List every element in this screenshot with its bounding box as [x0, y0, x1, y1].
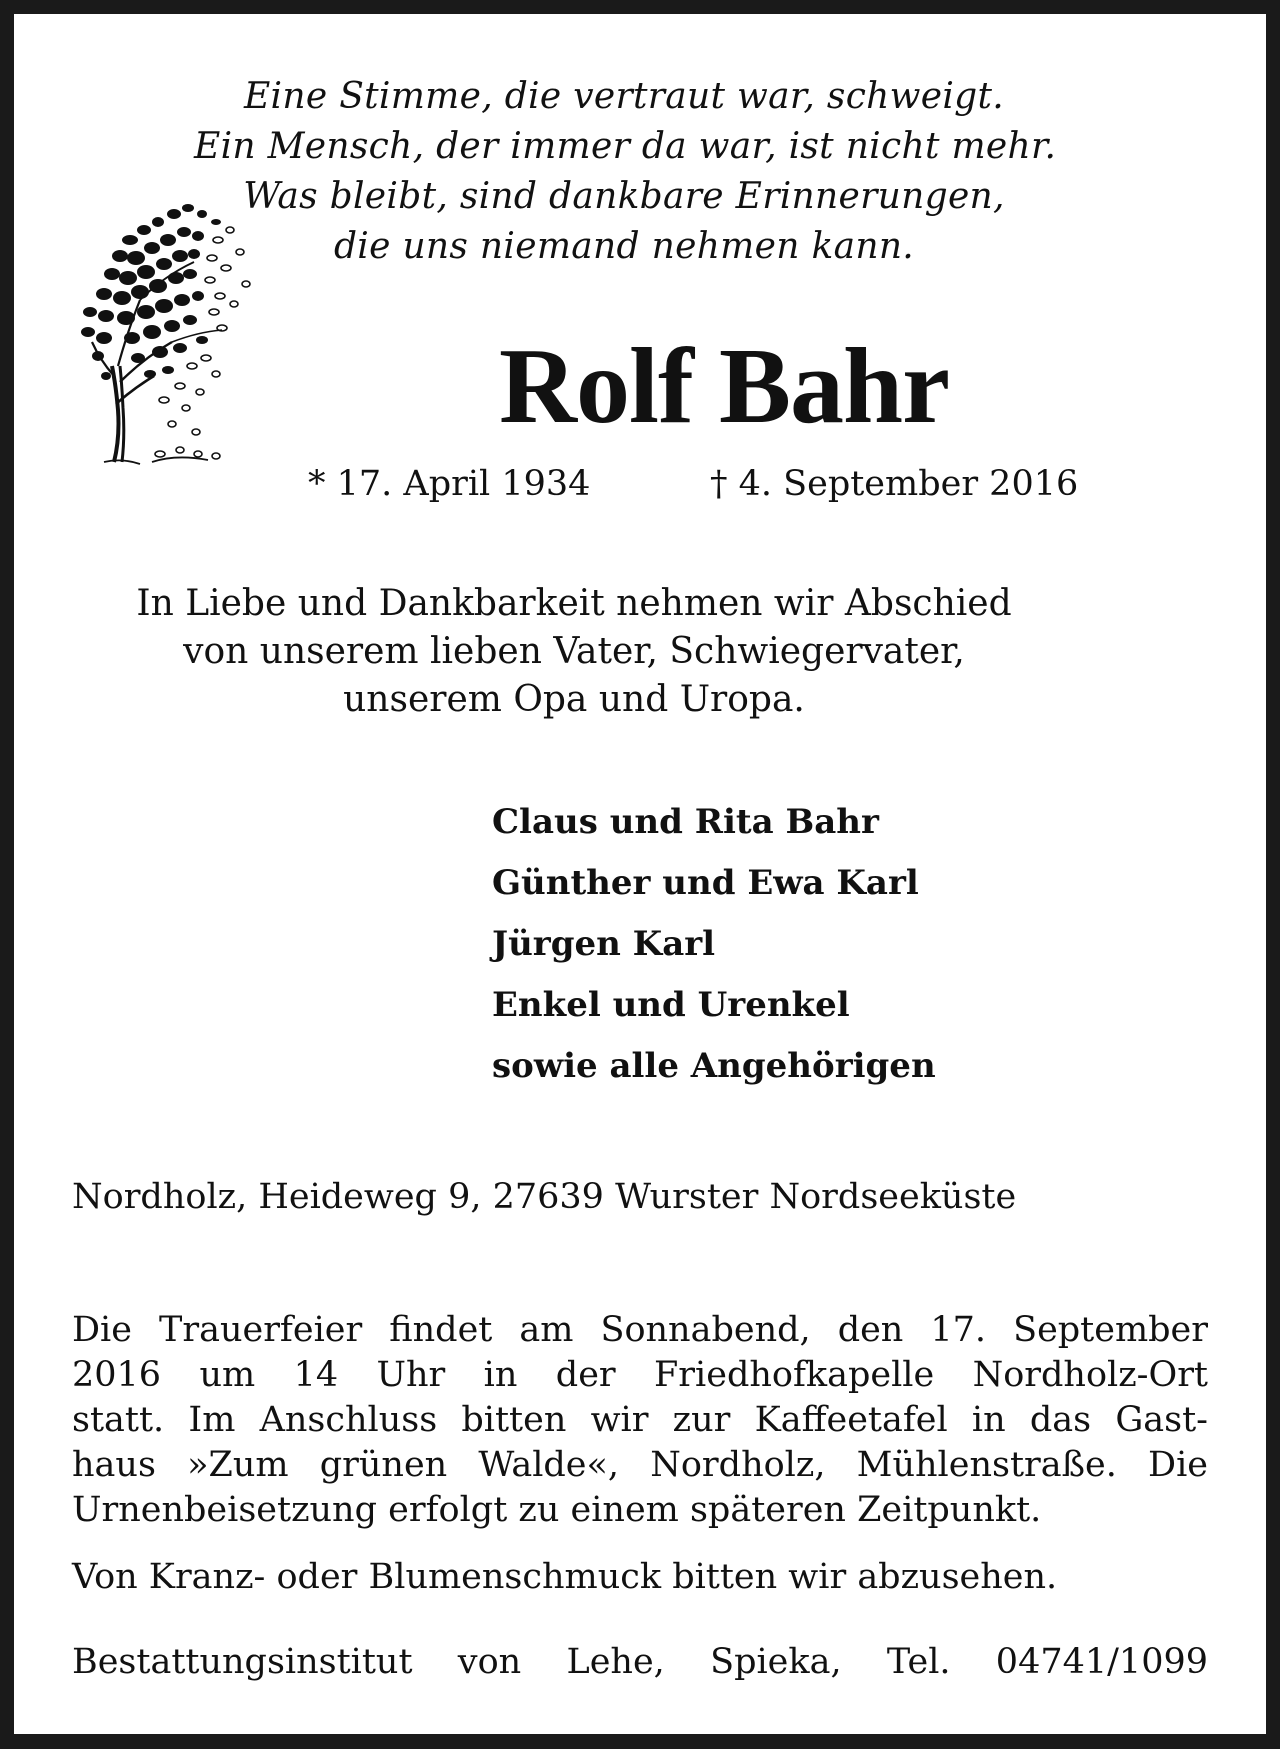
quote-line: Eine Stimme, die vertraut war, schweigt. — [243, 76, 1005, 117]
farewell-line: In Liebe und Dankbarkeit nehmen wir Abschied — [136, 583, 1012, 624]
birth-date: * 17. April 1934 — [308, 464, 591, 504]
mourner: Enkel und Urenkel — [492, 985, 850, 1025]
quote-line: Was bleibt, sind dankbare Erinnerungen, — [243, 176, 1005, 217]
obituary-notice — [14, 14, 1266, 1734]
mourner: Claus und Rita Bahr — [492, 802, 879, 842]
service-line: Urnenbeisetzung erfolgt zu einem späteren Zeitpunkt. — [72, 1490, 1042, 1530]
tree-icon — [76, 200, 276, 470]
service-line: Die Trauerfeier findet am Sonnabend, den 17. September — [72, 1310, 1208, 1350]
quote-line: Ein Mensch, der immer da war, ist nicht mehr. — [194, 126, 1057, 167]
memorial-quote — [194, 72, 1057, 272]
service-line: haus »Zum grünen Walde«, Nordholz, Mühlenstraße. Die — [72, 1445, 1208, 1485]
service-line: 2016 um 14 Uhr in der Friedhofkapelle Nordholz-Ort — [72, 1355, 1208, 1395]
death-date: † 4. September 2016 — [710, 464, 1079, 504]
service-line: statt. Im Anschluss bitten wir zur Kaffeetafel in das Gast- — [72, 1400, 1208, 1440]
funeral-service-info — [72, 1308, 1208, 1533]
mourner: sowie alle Angehörigen — [492, 1046, 936, 1086]
mourners-list — [492, 792, 936, 1097]
quote-line: die uns niemand nehmen kann. — [333, 226, 915, 267]
farewell-text — [124, 580, 1024, 724]
mourner: Jürgen Karl — [492, 924, 716, 964]
farewell-line: von unserem lieben Vater, Schwiegervater, — [183, 631, 965, 672]
deceased-name: Rolf Bahr — [499, 327, 949, 446]
mourner: Günther und Ewa Karl — [492, 863, 919, 903]
farewell-line: unserem Opa und Uropa. — [343, 679, 805, 720]
undertaker-info: Bestattungsinstitut von Lehe, Spieka, Tel. 04741/1099 — [72, 1642, 1208, 1682]
flowers-note: Von Kranz- oder Blumenschmuck bitten wir abzusehen. — [72, 1557, 1058, 1597]
family-address: Nordholz, Heideweg 9, 27639 Wurster Nordseeküste — [72, 1177, 1017, 1217]
